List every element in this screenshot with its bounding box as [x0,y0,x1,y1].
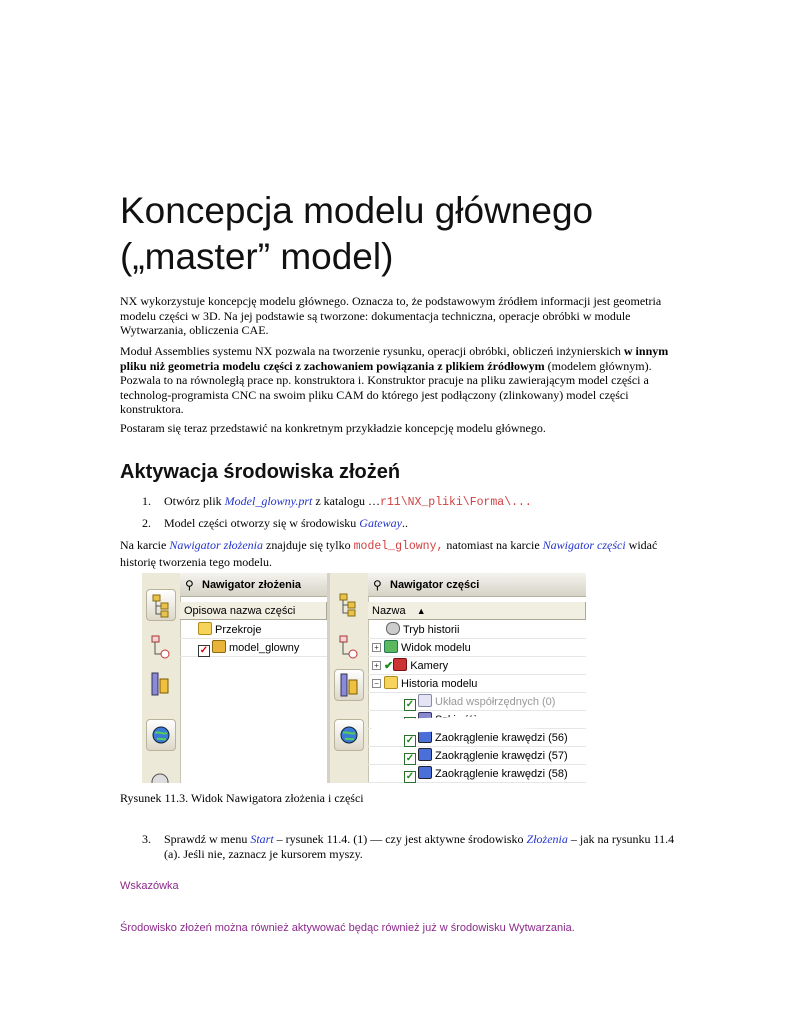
assembly-row-przekroje[interactable] [180,621,327,639]
para4-code: model_glowny, [353,540,444,553]
check-mark-icon: ✔ [384,660,394,672]
checkbox-icon[interactable]: ✓ [405,699,415,710]
step-3-text-c: – jak na rysunku 11.4 (a). Jeśli nie, zaznacz je kursorem myszy. [164,832,675,861]
globe-icon [147,720,175,750]
history-clock-tab[interactable] [146,767,174,783]
assembly-row-model-glowny[interactable] [180,639,327,657]
folder-icon [198,622,212,635]
para4-text-c: natomiast na karcie [443,538,543,552]
section-title: Aktywacja środowiska złożeń [120,461,401,483]
para2-text-a: Moduł Assemblies systemu NX pozwala na tworzenie rysunku, operacji obróbki, obliczeń inżynierskich [120,344,624,358]
pin-icon[interactable]: ⚲ [185,578,194,592]
assembly-row-label: Przekroje [215,624,262,636]
camera-icon [393,658,407,671]
step-1-text: Otwórz plik [164,494,225,508]
para4-nav1: Nawigator złożenia [169,538,263,552]
part-row-label: Kamery [410,660,449,672]
step-1-path: r11\NX_pliki\Forma\... [379,496,532,509]
step-3-start-menu: Start [250,832,274,846]
edge-blend-icon [418,748,432,761]
web-browser-tab[interactable] [146,719,176,751]
part-row-label: Zaokrąglenie krawędzi (57) [435,750,568,762]
part-column-header[interactable] [368,602,586,620]
collapse-icon[interactable]: − [372,679,381,688]
part-row-history-mode[interactable] [368,621,586,639]
para4-text-a: Na karcie [120,538,170,552]
constraint-navigator-tab[interactable] [146,631,174,661]
para2-bold: w innym pliku niż geometria modelu części z zachowaniem powiązania z plikiem źródłowym [120,344,669,373]
navigator-figure [142,573,586,783]
constraint-icon [334,631,362,661]
para4-nav2: Nawigator części [542,538,626,552]
part-history-icon [335,670,363,700]
step-1-file: Model_glowny.prt [224,494,313,508]
part-column-label: Nazwa [372,605,406,617]
step-3-number: 3. [142,832,151,846]
navigator-paragraph [120,538,673,569]
assembly-tree-icon [334,589,362,619]
part-icon [212,640,226,653]
clock-icon [386,622,400,635]
step-2-text: Model części otworzy się w środowisku [164,516,360,530]
para2-text-b: (modelem głównym). Pozwala to na równoległą prace np. konstruktora i. Konstruktor pracuje na pliku zawierającym model części a technolog-programista CNC na swoim pliku CAM do którego jest podłączony (zlinkowany) model części konstruktora. [120,358,652,416]
assembly-tree-icon [147,590,175,620]
part-row-label: Tryb historii [403,624,460,636]
pin-icon[interactable]: ⚲ [373,578,382,592]
part-row-model-history[interactable] [368,675,586,693]
model-view-icon [384,640,398,653]
para4-text-b: znajduje się tylko [263,538,354,552]
assembly-navigator-title: Nawigator złożenia [202,579,302,591]
part-row-cameras[interactable] [368,657,586,675]
left-resource-bar[interactable] [142,573,181,783]
checkbox-icon[interactable]: ✓ [199,645,209,656]
part-navigator-tab-2[interactable] [334,669,364,701]
constraint-icon [146,631,174,661]
part-row-model-views[interactable] [368,639,586,657]
part-history-icon [146,669,174,699]
figure-caption: Rysunek 11.3. Widok Nawigatora złożenia i części [120,791,364,805]
checkbox-icon[interactable]: ✓ [405,735,415,746]
expand-icon[interactable]: + [372,661,381,670]
web-browser-tab-2[interactable] [334,719,364,751]
checkbox-icon[interactable]: ✓ [405,753,415,764]
clock-icon [146,767,174,783]
part-row-blend-58[interactable] [368,765,586,783]
edge-blend-icon [418,766,432,779]
step-2-env: Gateway [359,516,402,530]
step-3-env: Złożenia [526,832,568,846]
constraint-navigator-tab-2[interactable] [334,631,362,661]
hint-text: Środowisko złożeń można również aktywować będąc również już w środowisku Wytwarzania. [120,922,575,934]
globe-icon [335,720,363,750]
step-3-text: Sprawdź w menu [164,832,251,846]
part-row-label: Układ współrzędnych (0) [435,696,556,708]
step-2-text-b: .. [401,516,408,530]
step-2 [142,516,682,531]
folder-icon [384,676,398,689]
assembly-navigator-tab-2[interactable] [334,589,362,619]
right-resource-bar[interactable] [330,573,369,783]
sort-ascending-icon: ▲ [416,606,426,616]
part-row-label: Zaokrąglenie krawędzi (58) [435,768,568,780]
checkbox-icon[interactable]: ✓ [405,771,415,782]
part-row-label: Zaokrąglenie krawędzi (56) [435,732,568,744]
step-1 [142,494,682,509]
step-3-text-b: – rysunek 11.4. (1) — czy jest aktywne środowisko [273,832,527,846]
part-row-label: Historia modelu [401,678,478,690]
step-1-text-b: z katalogu … [312,494,380,508]
part-row-label: Widok modelu [401,642,471,654]
part-row-csys[interactable] [368,693,586,711]
intro-paragraph: NX wykorzystuje koncepcję modelu głównego. Oznacza to, że podstawowym źródłem informacji jest geometria modelu części w 3D. Na jej podstawie są tworzone: dokumentacja techniczna, operacje obróbki w module Wytwarzania, obliczenia CAE. [120,294,662,337]
para4-text-d: widać historię tworzenia tego modelu. [120,538,658,569]
csys-icon [418,694,432,707]
expand-icon[interactable]: + [372,643,381,652]
assembly-column-header[interactable]: Opisowa nazwa części [180,602,327,620]
part-navigator-header [368,573,586,597]
assembly-navigator-tab[interactable] [146,589,176,621]
hint-label: Wskazówka [120,880,179,892]
page-title: Koncepcja modelu głównego („master” model) [120,190,594,277]
part-row-blend-57[interactable] [368,747,586,765]
part-navigator-tab[interactable] [146,669,174,699]
assembly-row-label: model_glowny [229,642,300,654]
step-1-number: 1. [142,494,151,508]
example-paragraph: Postaram się teraz przedstawić na konkretnym przykładzie koncepcję modelu głównego. [120,421,546,435]
part-navigator-title: Nawigator części [390,579,480,591]
assemblies-paragraph [120,344,673,417]
step-2-number: 2. [142,516,151,530]
assembly-navigator-header [180,573,327,597]
step-3 [142,832,682,862]
